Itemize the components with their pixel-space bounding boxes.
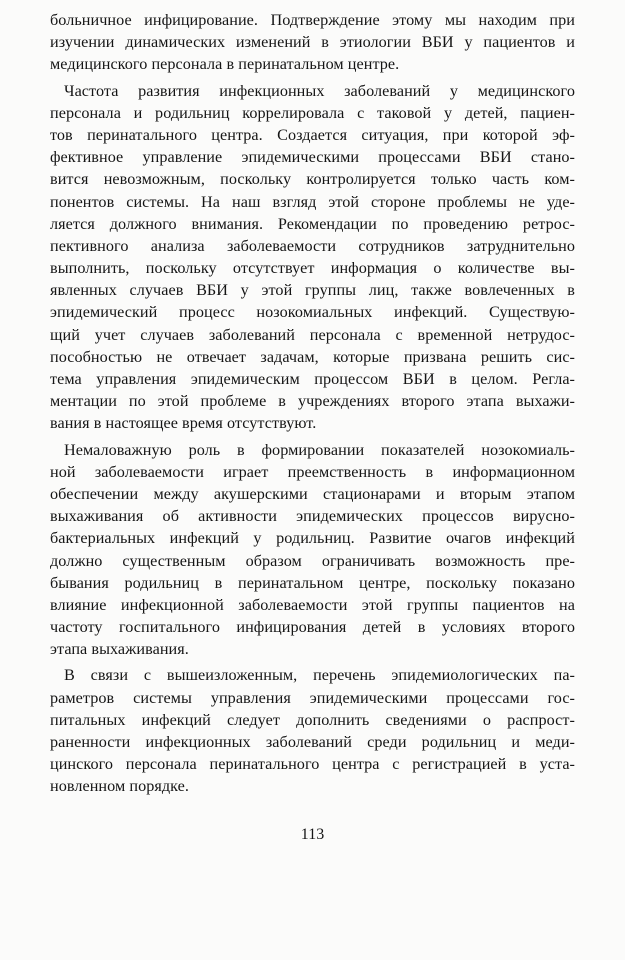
text-line: раненности инфекционных заболеваний среди родильниц и меди- (50, 733, 575, 751)
paragraph-3 (50, 439, 575, 661)
text-line: тема управления эпидемическим процессом ВБИ в целом. Регла- (50, 370, 575, 388)
text-line: раметров системы управления эпидемическими процессами гос- (50, 688, 575, 707)
text-line: ляется должного внимания. Рекомендации по проведению ретрос- (50, 214, 575, 233)
text-line: бактериальных инфекций у родильниц. Развитие очагов инфекций (50, 529, 575, 548)
text-line: выхаживания об активности эпидемических процессов вирусно- (50, 507, 575, 526)
text-line: В связи с вышеизложенным, перечень эпидемиологических па- (64, 666, 575, 685)
text-line: этапа выхаживания. (50, 640, 189, 659)
paragraph-4 (50, 664, 575, 797)
text-line: понентов системы. На наш взгляд этой стороне проблемы не уде- (50, 192, 575, 211)
text-line: ной заболеваемости играет преемственность в информационном (50, 462, 575, 481)
body-text (50, 9, 575, 798)
text-line: пособностью не отвечает задачам, которые призвана решить сис- (50, 347, 575, 366)
text-line: новленном порядке. (50, 777, 189, 796)
text-line: цинского персонала перинатального центра с регистрацией в уста- (50, 755, 575, 774)
text-line: Немаловажную роль в формировании показателей нозокомиаль- (64, 440, 575, 459)
text-line: персонала и родильниц коррелировала с таковой у детей, пациен- (50, 103, 575, 122)
text-line: влияние инфекционной заболеваемости этой группы пациентов на (50, 595, 575, 614)
text-line: частоту госпитального инфицирования детей в условиях второго (50, 618, 575, 637)
text-line: медицинского персонала в перинатальном центре. (50, 55, 400, 74)
text-line: изучении динамических изменений в этиологии ВБИ у пациентов и (50, 33, 575, 52)
text-line: питальных инфекций следует дополнить сведениями о распрост- (50, 710, 575, 729)
text-line: эпидемический процесс нозокомиальных инфекций. Существую- (50, 303, 575, 322)
text-line: должно существенным образом ограничивать возможность пре- (50, 551, 575, 570)
text-line: пективного анализа заболеваемости сотрудников затруднительно (50, 236, 575, 255)
paragraph-1 (50, 9, 575, 76)
text-line: Частота развития инфекционных заболеваний у медицинского (64, 81, 575, 100)
text-line: обеспечении между акушерскими стационарами и вторым этапом (50, 484, 575, 503)
text-line: явленных случаев ВБИ у этой группы лиц, также вовлеченных в (50, 281, 575, 300)
page-number: 113 (300, 826, 325, 843)
text-line: вится невозможным, поскольку контролируется только часть ком- (50, 170, 575, 189)
text-line: тов перинатального центра. Создается ситуация, при которой эф- (50, 125, 575, 144)
paragraph-2 (50, 80, 575, 435)
text-line: ментации по этой проблеме в учреждениях второго этапа выхажи- (50, 392, 575, 411)
text-line: бывания родильниц в перинатальном центре, поскольку показано (50, 573, 575, 592)
text-line: выполнить, поскольку отсутствует информация о количестве вы- (50, 259, 575, 278)
text-line: больничное инфицирование. Подтверждение этому мы находим при (50, 11, 575, 29)
text-line: вания в настоящее время отсутствуют. (50, 414, 317, 433)
text-line: фективное управление эпидемическими процессами ВБИ стано- (50, 148, 575, 167)
text-line: щий учет случаев заболеваний персонала с временной нетрудос- (50, 325, 575, 344)
